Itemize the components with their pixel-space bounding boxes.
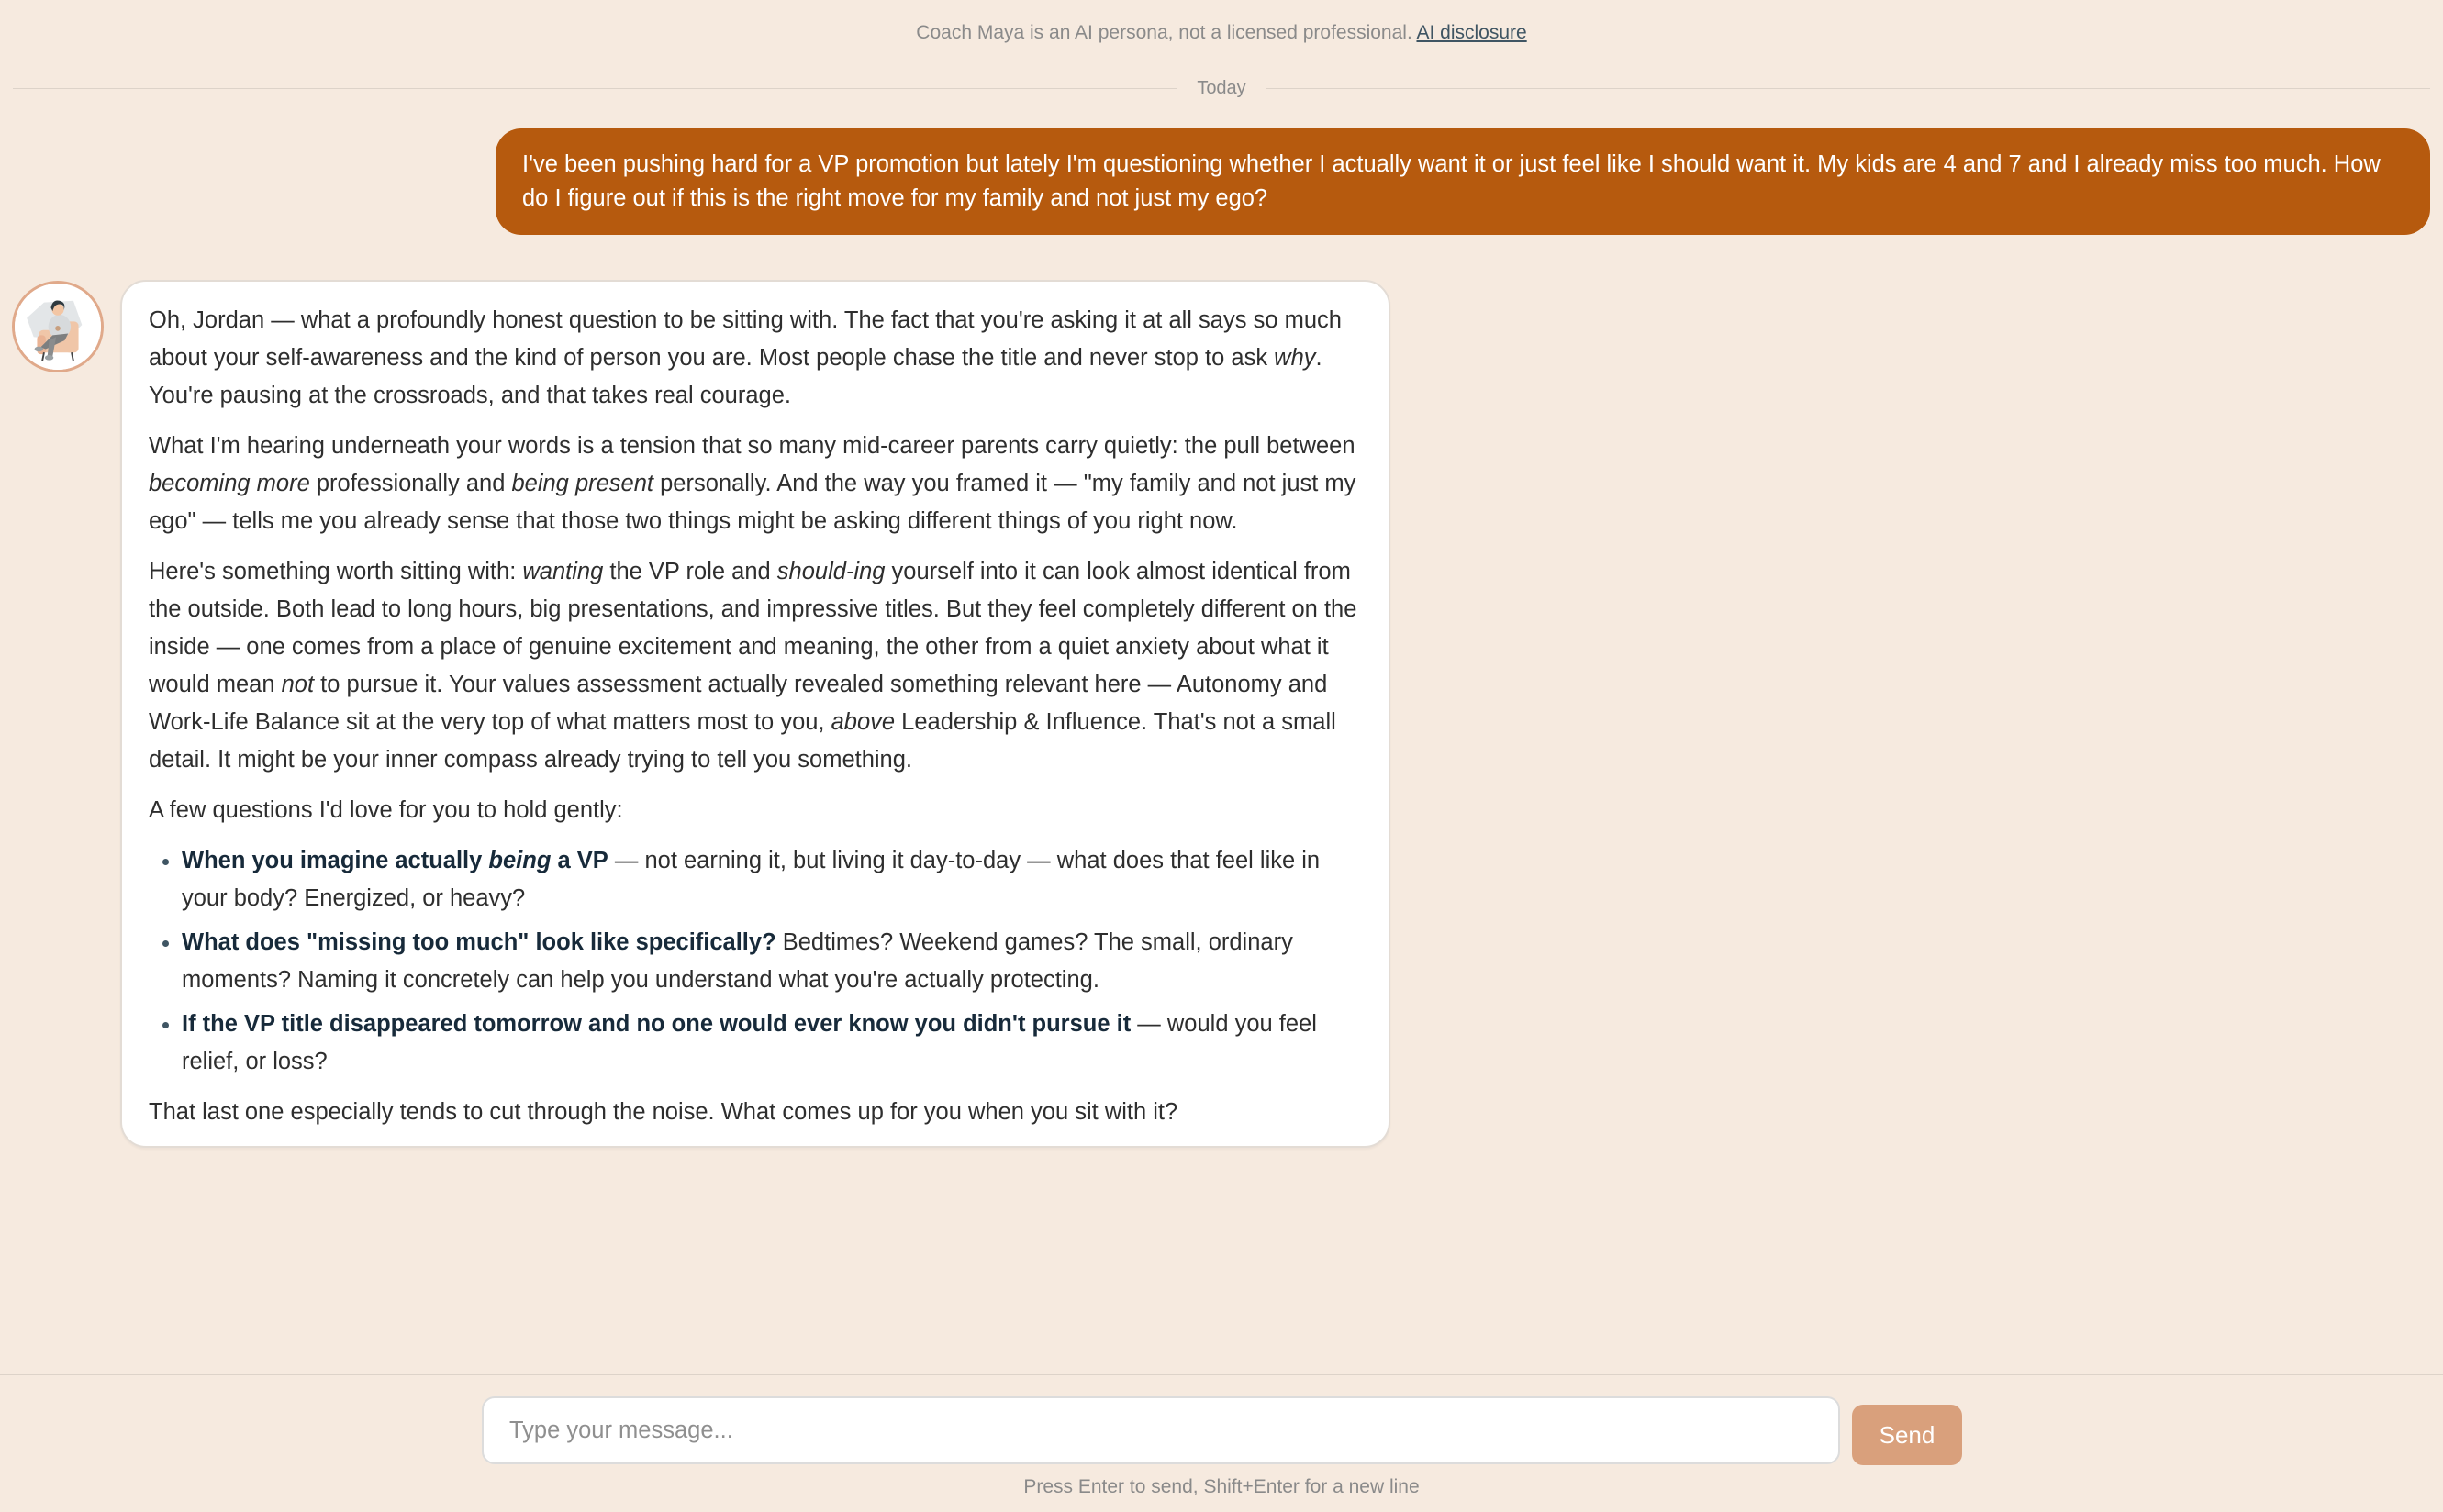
message-paragraph: That last one especially tends to cut through the noise. What comes up for you when you sit with it? — [149, 1099, 1178, 1125]
coach-maya-avatar-icon — [15, 284, 101, 370]
divider-line-right — [1266, 88, 2430, 89]
ai-disclosure-banner — [0, 22, 2443, 44]
message-paragraph: Here's something worth sitting with: wanting the VP role and should-ing yourself into it can look almost identical from the outside. Both lead to long hours, big presentations, and impressive titles. But they feel completely different on the inside — one comes from a place of genuine excitement and meaning, the other from a quiet anxiety about what it would mean not to pursue it. Your values assessment actually revealed something relevant here — Autonomy and Work-Life Balance sit at the very top of what matters most to you, above Leadership & Influence. That's not a small detail. It might be your inner compass already trying to tell you something. — [149, 559, 1357, 773]
date-divider — [13, 75, 2430, 101]
question-list-item: • What does "missing too much" look like specifically? Bedtimes? Weekend games? The small, ordinary moments? Naming it concretely can help you understand what you're actually protecting. — [182, 924, 1363, 999]
composer-hint: Press Enter to send, Shift+Enter for a new line — [1023, 1476, 1420, 1497]
user-message-text: I've been pushing hard for a VP promotion but lately I'm questioning whether I actually want it or just feel like I should want it. My kids are 4 and 7 and I already miss too much. How do I figure out if this is the right move for my family and not just my ego? — [522, 151, 2381, 211]
ai-disclosure-link[interactable]: AI disclosure — [1416, 22, 1527, 43]
disclosure-text: Coach Maya is an AI persona, not a licensed professional. — [916, 22, 1412, 43]
question-list-item: • When you imagine actually being a VP — not earning it, but living it day-to-day — what does that feel like in your body? Energized, or heavy? — [182, 842, 1363, 917]
send-button[interactable]: Send — [1852, 1405, 1962, 1465]
assistant-message — [120, 280, 1390, 1148]
coach-avatar — [12, 281, 104, 372]
message-paragraph: A few questions I'd love for you to hold gently: — [149, 797, 623, 823]
message-composer — [0, 1374, 2443, 1512]
date-label: Today — [1197, 77, 1246, 98]
message-paragraph: What I'm hearing underneath your words is a tension that so many mid-career parents carry quietly: the pull between becoming more professionally and being present personally. And the way you framed it — "my family and not just my ego" — tells me you already sense that those two things might be asking different things of you right now. — [149, 433, 1356, 534]
message-paragraph: Oh, Jordan — what a profoundly honest question to be sitting with. The fact that you're asking it at all says so much about your self-awareness and the kind of person you are. Most people chase the title and never stop to ask why. You're pausing at the crossroads, and that takes real courage. — [149, 307, 1342, 408]
divider-line-left — [13, 88, 1177, 89]
message-input[interactable] — [482, 1396, 1840, 1464]
question-list-item: • If the VP title disappeared tomorrow and no one would ever know you didn't pursue it — would you feel relief, or loss? — [182, 1006, 1363, 1081]
user-message — [496, 128, 2430, 235]
question-list — [149, 842, 1363, 1081]
